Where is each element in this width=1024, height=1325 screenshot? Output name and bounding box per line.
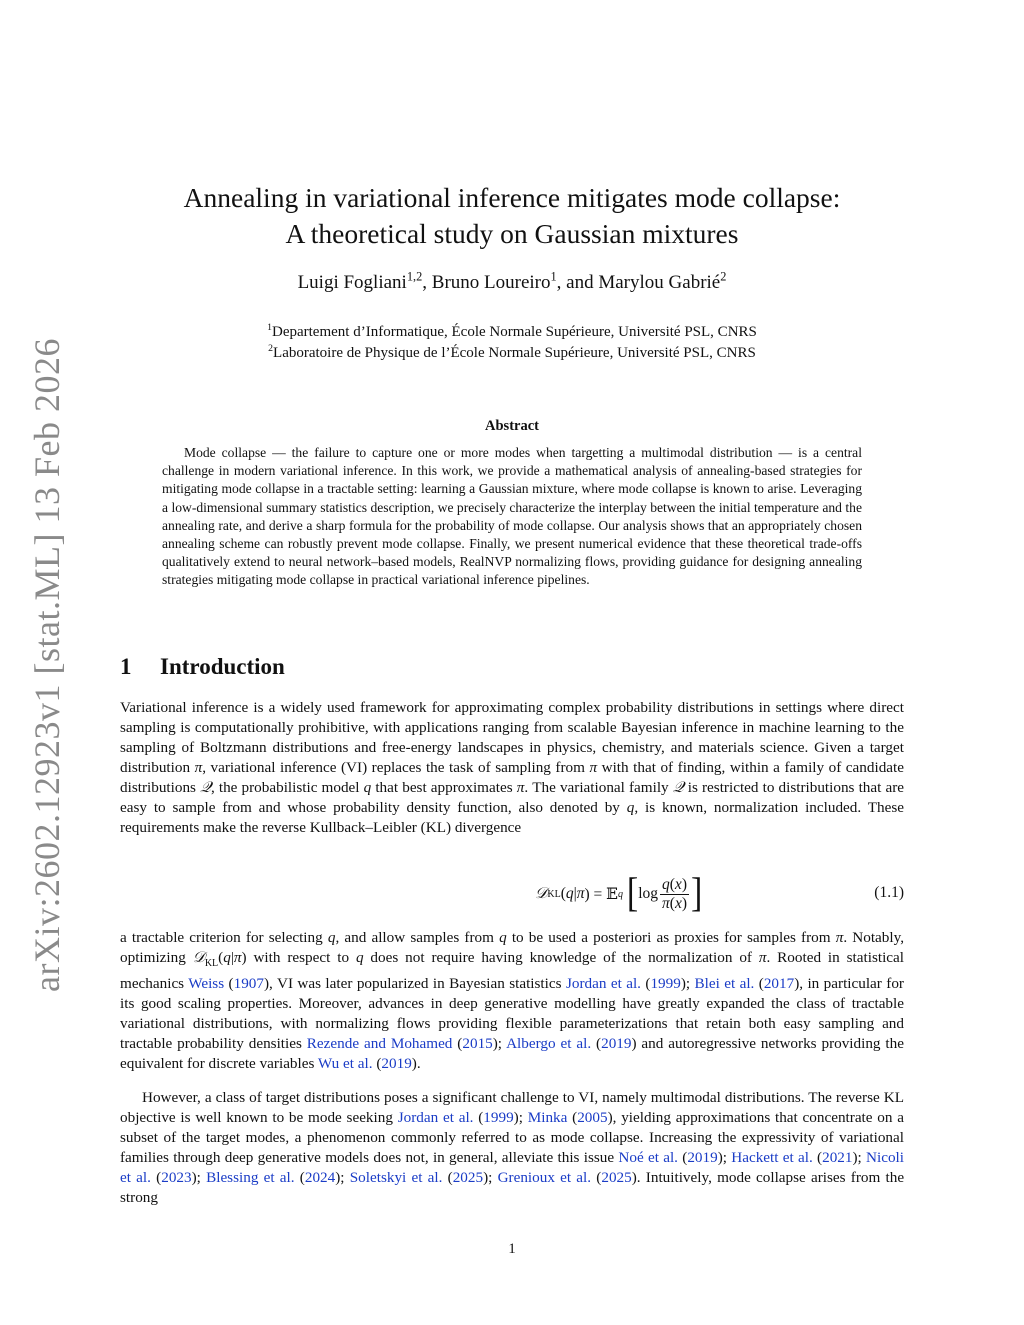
citation-link[interactable]: Wu et al. xyxy=(317,1055,373,1073)
citation-year-link[interactable]: 2015 xyxy=(462,1035,493,1053)
abstract-heading: Abstract xyxy=(485,418,539,434)
citation-link[interactable]: Weiss xyxy=(188,975,225,993)
citation-link[interactable]: Nicoli et al. xyxy=(120,1149,904,1186)
citation-link[interactable]: Blei et al. xyxy=(694,975,755,993)
citation-link[interactable]: Albergo et al. xyxy=(506,1035,592,1053)
author-name: Luigi Fogliani xyxy=(297,272,407,293)
citation-link[interactable]: Noé et al. xyxy=(618,1149,678,1166)
citation-year-link[interactable]: 2005 xyxy=(577,1109,608,1126)
citation-link[interactable]: Grenioux et al. xyxy=(497,1169,592,1186)
citation-year-link[interactable]: 2017 xyxy=(763,975,795,993)
section-number: 1 xyxy=(120,654,132,679)
affiliation-text: Laboratoire de Physique de l’École Normale Supérieure, Université PSL, CNRS xyxy=(273,345,756,361)
title-line-2: A theoretical study on Gaussian mixtures xyxy=(285,218,739,249)
title-line-1: Annealing in variational inference mitigates mode collapse: xyxy=(183,182,841,213)
author-affil-mark: 1,2 xyxy=(406,269,423,284)
intro-paragraph-1: Variational inference is a widely used framework for approximating complex probability distributions in settings where direct sampling is computationally prohibitive, with applications ranging from scalable Bayesian inference in machine learning to the sampling of Boltzmann distributions and free-energy landscapes in physics, chemistry, and materials science. Given a target distribution π, variational inference (VI) replaces the task of sampling from π with that of finding, within a family of candidate distributions 𝒬, the probabilistic model q that best approximates π. The variational family 𝒬 is restricted to distributions that are easy to sample from and whose probability density function, also denoted by q, is known, normalization included. These requirements make the reverse Kullback–Leibler (KL) divergence xyxy=(120,699,905,836)
citation-year-link[interactable]: 1999 xyxy=(483,1109,514,1126)
author-affil-mark: 1 xyxy=(550,269,557,284)
affiliation-line xyxy=(120,343,904,364)
author-separator: , xyxy=(422,272,432,293)
arxiv-sidebar-stamp xyxy=(22,338,72,992)
abstract-body: Mode collapse — the failure to capture one or more modes when targetting a multimodal distribution — is a central challenge in modern variational inference. In this work, we provide a mathematical analysis of annealing-based strategies for mitigating mode collapse in a tractable setting: learning a Gaussian mixture, where mode collapse is known to arise. Leveraging a low-dimensional summary statistics description, we precisely characterize the interplay between the initial temperature and the annealing rate, and derive a sharp formula for the probability of mode collapse. Our analysis shows that an appropriately chosen annealing scheme can robustly prevent mode collapse. Finally, we present numerical evidence that these theoretical trade-offs qualitatively extend to neural network–based models, RealNVP normalizing flows, providing guidance for designing annealing strategies mitigating mode collapse in practical variational inference pipelines. xyxy=(162,445,862,588)
citation-year-link[interactable]: 1999 xyxy=(650,975,681,993)
citation-link[interactable]: Jordan et al. xyxy=(565,975,641,993)
affiliation-text: Departement d’Informatique, École Normale Supérieure, Université PSL, CNRS xyxy=(272,324,757,340)
page-number: 1 xyxy=(508,1241,516,1257)
affiliation-mark: 1 xyxy=(267,322,272,333)
equation-body: 𝒟 KL ( q | π ) = 𝔼 q [ log $\frac{q(x)}{\pi(x)}$ ] xyxy=(535,871,703,916)
section-title: Introduction xyxy=(160,654,285,679)
citation-year-link[interactable]: 2023 xyxy=(161,1169,192,1186)
author-name: Bruno Loureiro xyxy=(431,272,551,293)
citation-link[interactable]: Hackett et al. xyxy=(731,1149,813,1166)
intro-paragraph-3: However, a class of target distributions poses a significant challenge to VI, namely multimodal distributions. The reverse KL objective is well known to be mode seeking Jordan et al. (1999); Minka (2005), yielding approximations that concentrate on a subset of the target modes, a phenomenon commonly referred to as mode collapse. Increasing the expressivity of variational families through deep generative models does not, in general, alleviate this issue Noé et al. (2019); Hackett et al. (2021); Nicoli et al. (2023); Blessing et al. (2024); Soletskyi et al. (2025); Grenioux et al. (2025). Intuitively, mode collapse arises from the strong xyxy=(120,1089,905,1206)
section-heading xyxy=(120,654,285,680)
affiliation-mark: 2 xyxy=(268,343,274,354)
author-name: Marylou Gabrié xyxy=(598,272,721,293)
intro-paragraph-2: a tractable criterion for selecting q, and allow samples from q to be used a posteriori as proxies for samples from π. Notably, optimizing 𝒟$_{KL}$(q|π) with respect to q does not require having knowledge of the normalization of π. Rooted in statistical mechanics Weiss (1907), VI was later popularized in Bayesian statistics Jordan et al. (1999); Blei et al. (2017), in particular for its good scaling properties. Moreover, advances in deep generative modelling have greatly expanded the class of tractable variational distributions, with normalizing flows providing flexible parameterizations that retain both easy sampling and tractable probability densities Rezende and Mohamed (2015); Albergo et al. (2019) and autoregressive networks providing the equivalent for discrete variables Wu et al. (2019). xyxy=(120,929,904,1073)
author-affil-mark: 2 xyxy=(720,269,727,284)
arxiv-identifier: arXiv:2602.12923v1 [stat.ML] 13 Feb 2026 xyxy=(27,338,67,992)
citation-year-link[interactable]: 2025 xyxy=(601,1169,632,1186)
citation-link[interactable]: Blessing et al. xyxy=(206,1169,295,1186)
equation-kl-divergence xyxy=(120,872,904,916)
citation-year-link[interactable]: 2025 xyxy=(452,1169,484,1186)
author-separator: , and xyxy=(556,272,599,293)
citation-year-link[interactable]: 2019 xyxy=(601,1035,632,1053)
citation-year-link[interactable]: 2019 xyxy=(687,1149,718,1166)
affiliation-line xyxy=(120,322,904,343)
affiliations xyxy=(120,322,904,364)
paper-title xyxy=(120,180,904,252)
citation-year-link[interactable]: 2019 xyxy=(381,1055,412,1073)
citation-year-link[interactable]: 2024 xyxy=(304,1169,336,1186)
citation-year-link[interactable]: 2021 xyxy=(822,1149,853,1166)
citation-link[interactable]: Soletskyi et al. xyxy=(349,1169,443,1186)
equation-number: (1.1) xyxy=(874,884,904,901)
citation-year-link[interactable]: 1907 xyxy=(233,975,264,993)
author-list xyxy=(120,269,904,294)
citation-link[interactable]: Rezende and Mohamed xyxy=(306,1035,453,1053)
citation-link[interactable]: Jordan et al. xyxy=(397,1109,474,1126)
citation-link[interactable]: Minka xyxy=(527,1109,568,1126)
